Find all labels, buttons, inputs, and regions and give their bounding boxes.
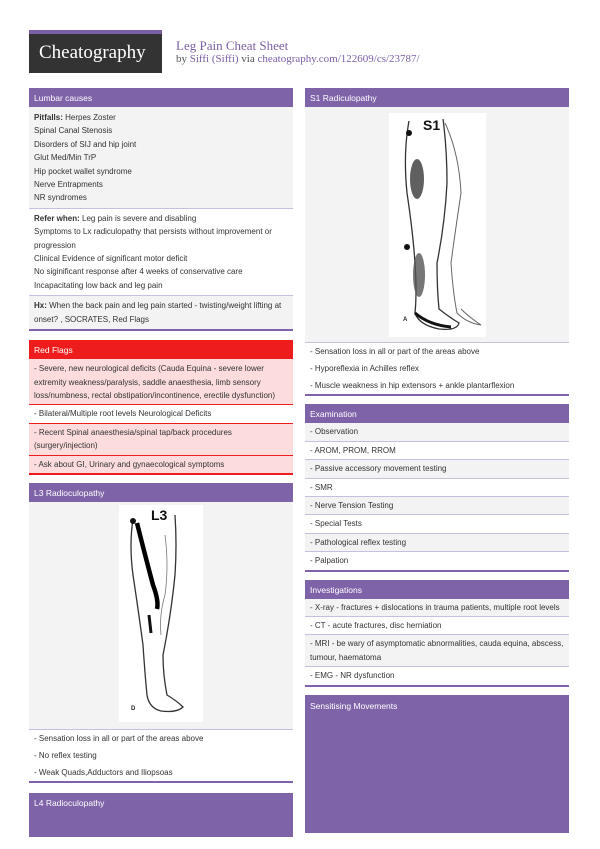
investigation-item: - MRI - be wary of asymptomatic abnormalities, cauda equina, abscess, tumour, haematoma bbox=[305, 635, 569, 667]
examination-item: - Observation bbox=[305, 423, 569, 441]
l3-figure-letter: D bbox=[131, 705, 136, 712]
s1-figure-letter: A bbox=[403, 317, 408, 323]
examination-item: - Special Tests bbox=[305, 515, 569, 533]
byline bbox=[176, 53, 420, 65]
leg-icon bbox=[119, 505, 203, 722]
leg-icon bbox=[389, 113, 486, 337]
s1-figure-label: S1 bbox=[423, 117, 441, 133]
via-text: via bbox=[238, 53, 258, 65]
section-heading: Lumbar causes bbox=[29, 88, 293, 107]
sensitising-section-body bbox=[305, 717, 569, 833]
sheet-url-link[interactable]: cheatography.com/122609/cs/23787/ bbox=[257, 53, 420, 65]
red-flag-item: - Bilateral/Multiple root levels Neurological Deficits bbox=[29, 405, 293, 423]
examination-item: - AROM, PROM, RROM bbox=[305, 442, 569, 460]
s1-item: - Hyporeflexia in Achilles reflex bbox=[305, 361, 569, 378]
pitfall-item: Spinal Canal Stenosis bbox=[34, 126, 113, 136]
l3-figure-label: L3 bbox=[151, 506, 168, 523]
hx-block bbox=[29, 296, 293, 329]
refer-item: Clinical Evidence of significant motor deficit bbox=[34, 254, 188, 264]
l3-item: - Sensation loss in all or part of the areas above bbox=[29, 730, 293, 748]
refer-line bbox=[34, 212, 288, 225]
red-flags-section bbox=[29, 340, 293, 475]
hx-label: Hx: bbox=[34, 301, 47, 311]
pitfall-item: Nerve Entrapments bbox=[34, 180, 103, 190]
section-heading: Examination bbox=[305, 404, 569, 423]
red-flag-item: - Ask about GI, Urinary and gynaecological symptoms bbox=[29, 456, 293, 473]
sheet-title: Leg Pain Cheat Sheet bbox=[176, 38, 289, 53]
s1-item: - Sensation loss in all or part of the areas above bbox=[305, 343, 569, 361]
refer-item: Leg pain is severe and disabling bbox=[79, 213, 197, 223]
examination-item: - SMR bbox=[305, 479, 569, 497]
pitfall-item: Glut Med/Min TrP bbox=[34, 153, 97, 163]
investigation-item: - X-ray - fractures + dislocations in trauma patients, multiple root levels bbox=[305, 599, 569, 617]
refer-item: Incapacitating low back and leg pain bbox=[34, 280, 163, 290]
pitfall-item: Disorders of SIJ and hip joint bbox=[34, 139, 137, 149]
examination-item: - Nerve Tension Testing bbox=[305, 497, 569, 515]
s1-leg-illustration bbox=[389, 113, 486, 337]
red-flag-item: - Severe, new neurological deficits (Cauda Equina - severe lower extremity weakness/paralysis, saddle anaesthesia, limb sensory loss/numbness, rectal obstipation/incontinence, erectile dysfunction) bbox=[29, 359, 293, 405]
refer-item: No siginificant response after 4 weeks of conservative care bbox=[34, 267, 243, 277]
pitfall-item: Herpes Zoster bbox=[62, 113, 116, 122]
investigation-item: - EMG - NR dysfunction bbox=[305, 667, 569, 684]
l3-radioculopathy-section bbox=[29, 483, 293, 783]
s1-figure-box bbox=[305, 107, 569, 342]
logo-text: Cheatography bbox=[39, 42, 146, 63]
s1-item: - Muscle weakness in hip extensors + ankle plantarflexion bbox=[305, 378, 569, 395]
l4-radioculopathy-section bbox=[29, 793, 293, 837]
s1-radiculopathy-section bbox=[305, 88, 569, 396]
section-end-rule bbox=[305, 570, 569, 572]
hx-text: When the back pain and leg pain started - twisting/weight lifting at onset? , SOCRATES, Red Flags bbox=[34, 301, 282, 324]
examination-item: - Pathological reflex testing bbox=[305, 534, 569, 552]
section-end-rule bbox=[305, 685, 569, 687]
section-end-rule bbox=[305, 394, 569, 396]
pitfalls-label: Pitfalls: bbox=[34, 113, 63, 122]
l3-item: - No reflex testing bbox=[29, 748, 293, 765]
pitfalls-block bbox=[29, 107, 293, 209]
pitfall-item: Hip pocket wallet syndrome bbox=[34, 166, 132, 176]
l4-section-body bbox=[29, 812, 293, 837]
refer-block bbox=[29, 209, 293, 296]
pitfalls-line bbox=[34, 111, 288, 124]
section-heading: Sensitising Movements bbox=[305, 695, 569, 717]
examination-item: - Palpation bbox=[305, 552, 569, 569]
examination-section bbox=[305, 404, 569, 571]
section-end-rule bbox=[29, 781, 293, 783]
section-heading: Investigations bbox=[305, 580, 569, 599]
pitfall-item: NR syndromes bbox=[34, 193, 87, 203]
lumbar-causes-section bbox=[29, 88, 293, 331]
section-heading: L3 Radioculopathy bbox=[29, 483, 293, 502]
section-end-rule bbox=[29, 329, 293, 331]
left-column bbox=[29, 88, 293, 837]
section-heading: L4 Radioculopathy bbox=[29, 793, 293, 812]
l3-figure-box bbox=[29, 502, 293, 729]
by-prefix: by bbox=[176, 53, 190, 65]
cheatography-logo[interactable] bbox=[29, 30, 162, 73]
investigation-item: - CT - acute fractures, disc herniation bbox=[305, 617, 569, 635]
author-link[interactable]: Siffi (Siffi) bbox=[189, 53, 239, 65]
section-heading: Red Flags bbox=[29, 340, 293, 359]
section-end-rule bbox=[29, 473, 293, 475]
section-heading: S1 Radiculopathy bbox=[305, 88, 569, 107]
l3-leg-illustration bbox=[119, 505, 203, 722]
right-column bbox=[305, 88, 569, 833]
l3-item: - Weak Quads,Adductors and Iliopsoas bbox=[29, 765, 293, 782]
red-flag-item: - Recent Spinal anaesthesia/spinal tap/back procedures (surgery/injection) bbox=[29, 424, 293, 456]
investigations-section bbox=[305, 580, 569, 687]
refer-item: Symptoms to Lx radiculopathy that persists without improvement or progression bbox=[34, 227, 272, 250]
sensitising-movements-section bbox=[305, 695, 569, 833]
refer-label: Refer when: bbox=[34, 213, 80, 223]
examination-item: - Passive accessory movement testing bbox=[305, 460, 569, 478]
